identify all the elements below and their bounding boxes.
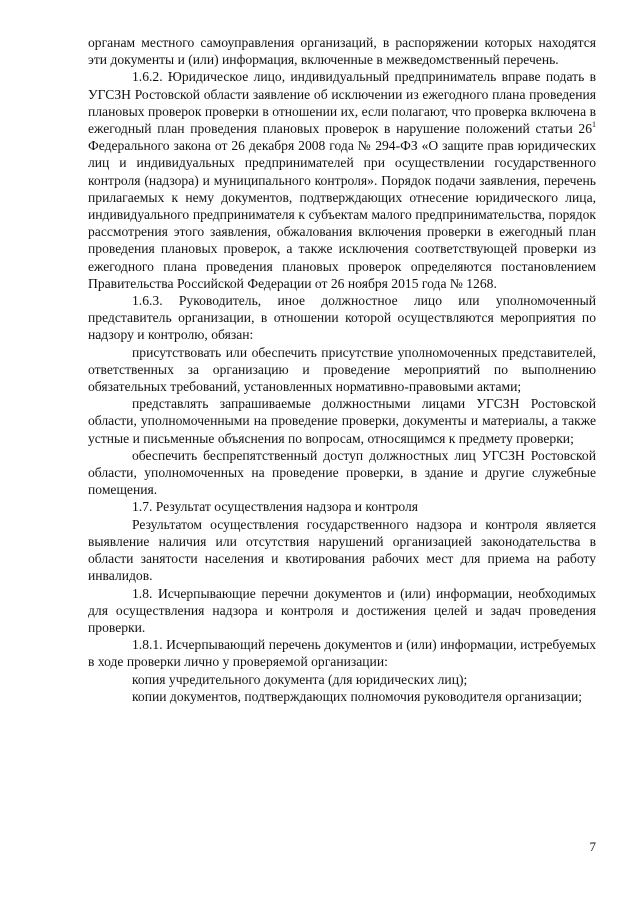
list-item: обеспечить беспрепятственный доступ должностных лиц УГСЗН Ростовской области, уполномоченных на проведение проверки, в здание и другие служебные помещения.: [88, 447, 596, 498]
paragraph: органам местного самоуправления организаций, в распоряжении которых находятся эти документы и (или) информация, включенные в межведомственный перечень.: [88, 35, 596, 68]
list-item: представлять запрашиваемые должностными лицами УГСЗН Ростовской области, уполномоченными на проведение проверки, документы и материалы, а также устные и письменные объяснения по вопросам, относящимся к предмету проверки;: [88, 396, 596, 446]
paragraph: Результатом осуществления государственного надзора и контроля является выявление наличия или отсутствия нарушений организацией законодательства в области занятости населения и квотирования рабочих мест для приема на работу инвалидов.: [88, 516, 596, 584]
paragraph-text: Федерального закона от 26 декабря 2008 года № 294-ФЗ «О защите прав юридических лиц и индивидуальных предпринимателей при осуществлении государственного контроля (надзора) и муниципального контроля». Порядок подачи заявления, перечень прилагаемых к нему документов, подтверждающих отнесение юридического лица, индивидуального предпринимателя к субъектам малого предпринимательства, порядок рассмотрения этого заявления, обжалования включения проверки в ежегодный план проведения плановых проверок, а также исключения соответствующей проверки из ежегодного плана проведения плановых проверок определяются постановлением Правительства Российской Федерации от 26 ноября 2015 года № 1268.: [88, 138, 596, 291]
document-body: [88, 34, 596, 705]
section-heading-1-7: 1.7. Результат осуществления надзора и контроля: [132, 499, 419, 515]
list-item: копия учредительного документа (для юридических лиц);: [132, 671, 468, 687]
list-item: копии документов, подтверждающих полномочия руководителя организации;: [132, 688, 583, 704]
list-item: присутствовать или обеспечить присутствие уполномоченных представителей, ответственных за организацию и проведение мероприятий по выполнению обязательных требований, установленных нормативно-правовыми актами;: [88, 344, 596, 395]
superscript: 1: [592, 120, 596, 130]
paragraph-1-6-3: 1.6.3. Руководитель, иное должностное лицо или уполномоченный представитель организации, в отношении которой осуществляются мероприятия по надзору и контролю, обязан:: [88, 293, 596, 343]
page-number: 7: [589, 839, 596, 854]
paragraph-1-8-1: 1.8.1. Исчерпывающий перечень документов и (или) информации, истребуемых в ходе проверки лично у проверяемой организации:: [88, 637, 596, 670]
paragraph-1-8: 1.8. Исчерпывающие перечни документов и (или) информации, необходимых для осуществления надзора и контроля и достижения целей и задач проведения проверки.: [88, 585, 596, 635]
paragraph-text: 1.6.2. Юридическое лицо, индивидуальный предприниматель вправе подать в УГСЗН Ростовской области заявление об исключении из ежегодного плана проведения плановых проверок проверки в отношении их, если полагают, что проверка включена в ежегодный план проведения плановых проверок в нарушение положений статьи 26: [88, 69, 596, 137]
paragraph-1-6-2: [88, 68, 596, 292]
